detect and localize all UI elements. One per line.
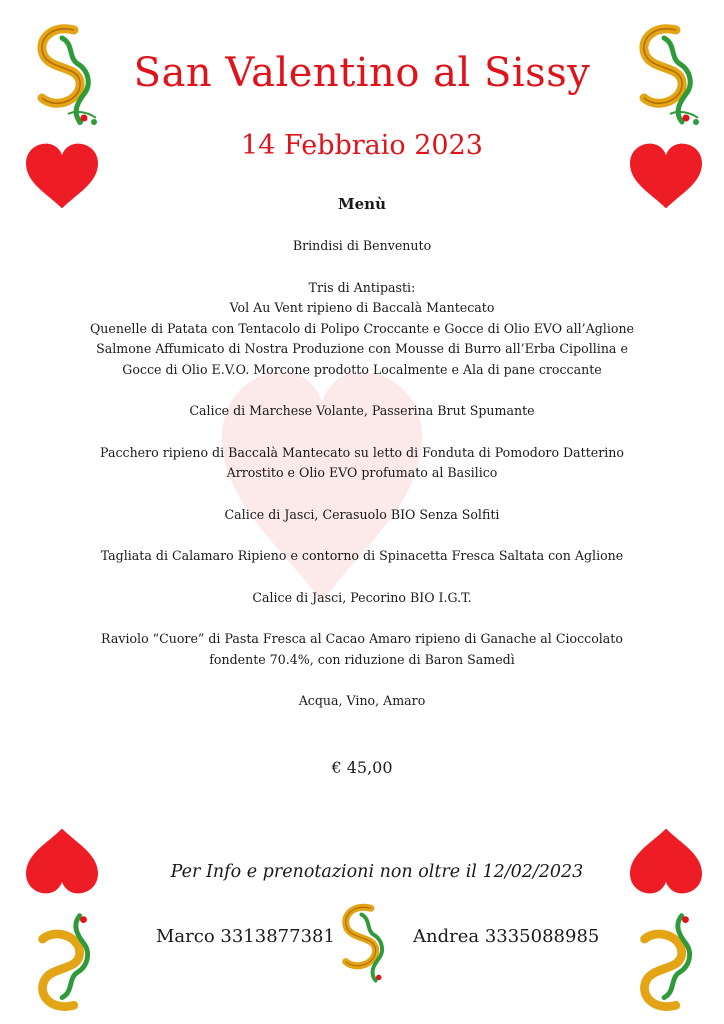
menu-price: € 45,00 [331,758,393,777]
menu-line: Brindisi di Benvenuto [292,238,432,253]
menu-course [40,443,684,484]
menu-heading: Menù [338,195,386,213]
menu-line: Calice di Jasci, Pecorino BIO I.G.T. [252,589,472,605]
menu-course [40,546,684,567]
menu-line: Raviolo “Cuore” di Pasta Fresca al Cacao Amaro ripieno di Ganache al Cioccolato [101,631,623,646]
page-title: San Valentino al Sissy [133,50,591,96]
contact-marco: Marco 3313877381 [156,926,335,947]
menu-line: Vol Au Vent ripieno di Baccalà Mantecato [229,300,495,315]
event-date: 14 Febbraio 2023 [241,130,483,161]
menu-course [40,629,684,670]
menu-line: Salmone Affumicato di Nostra Produzione con Mousse di Burro all’Erba Cipollina e [96,341,628,356]
menu-line: Calice di Marchese Volante, Passerina Brut Spumante [189,403,535,418]
heart-icon [630,828,702,894]
menu-course [40,401,684,422]
menu-line: Tagliata di Calamaro Ripieno e contorno di Spinacetta Fresca Saltata con Aglione [100,548,624,563]
menu-course [40,505,684,526]
menu-course [40,236,684,257]
menu-line: Arrostito e Olio EVO profumato al Basilico [226,465,498,480]
dragon-ornament-icon [22,905,106,1017]
menu-line: Acqua, Vino, Amaro [298,693,426,708]
dragon-ornament-icon [330,895,396,993]
menu-line: Quenelle di Patata con Tentacolo di Polipo Croccante e Gocce di Olio EVO all’Aglione [89,320,635,336]
menu-course [40,278,684,381]
menu-line: Tris di Antipasti: [308,279,416,295]
menu-line: Pacchero ripieno di Baccalà Mantecato su letto di Fonduta di Pomodoro Datterino [100,444,624,460]
menu-course [40,588,684,609]
contact-andrea: Andrea 3335088985 [413,926,600,947]
heart-icon [26,828,98,894]
menu-course [40,691,684,712]
menu-line: Calice di Jasci, Cerasuolo BIO Senza Solfiti [224,506,500,522]
menu-list [40,236,684,733]
dragon-ornament-icon [624,905,708,1017]
booking-info: Per Info e prenotazioni non oltre il 12/02/2023 [170,862,584,882]
menu-line: Gocce di Olio E.V.O. Morcone prodotto Localmente e Ala di pane croccante [122,361,602,377]
menu-line: fondente 70.4%, con riduzione di Baron Samedì [209,651,515,667]
